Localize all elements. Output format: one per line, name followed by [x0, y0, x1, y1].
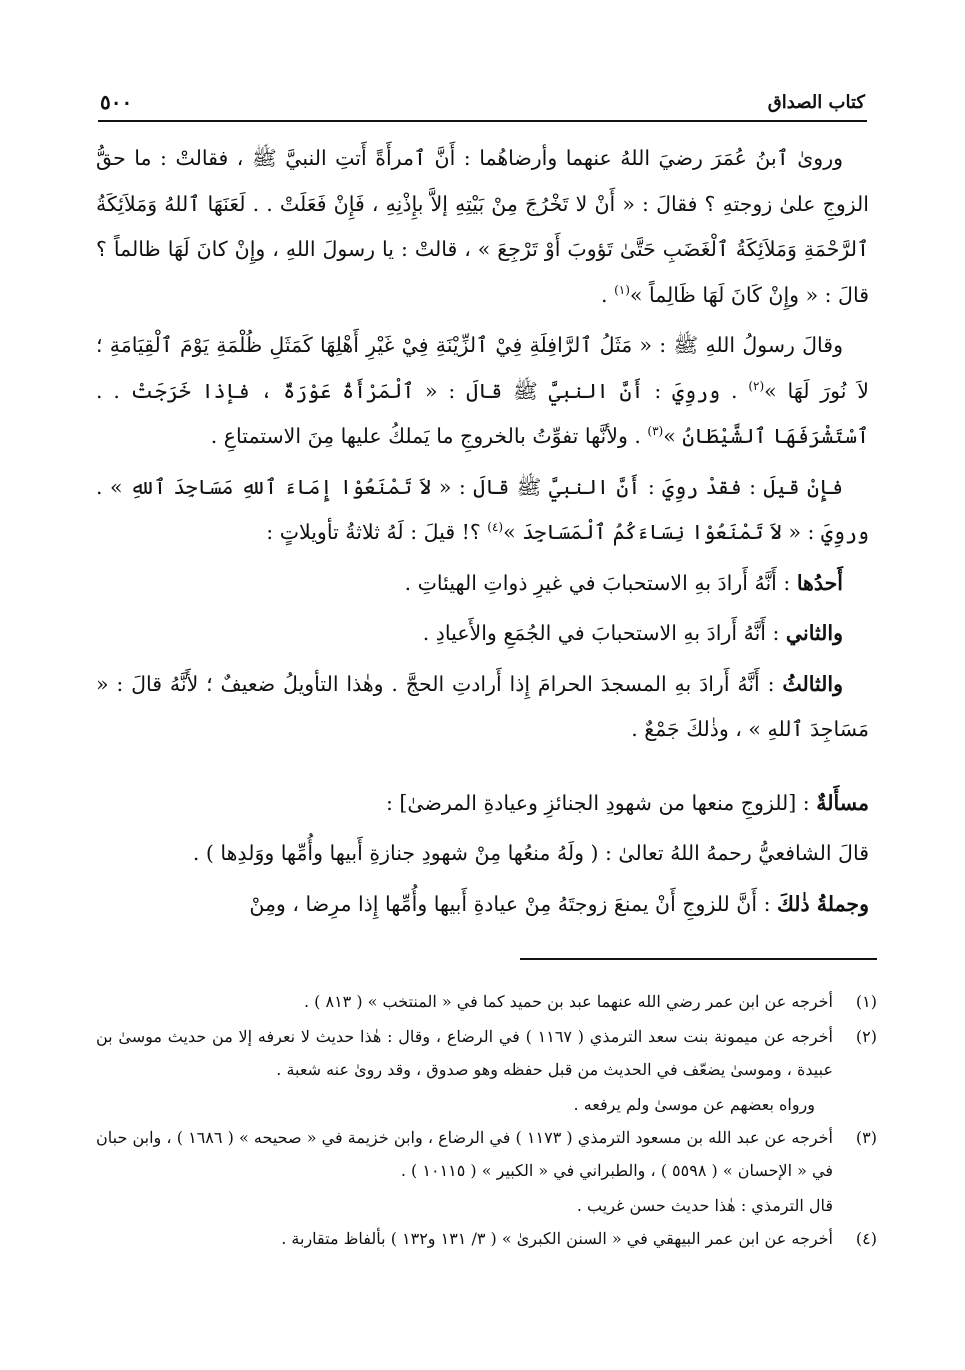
footnote-3: [96, 1121, 877, 1187]
interpretation-2-label: والثاني: [785, 621, 843, 645]
footnote-3-extra: قال الترمذي : هٰذا حديث حسن غريب .: [576, 1196, 833, 1215]
footnote-text: أخرجه عن عبد الله بن مسعود الترمذي ( ١١٧٣ ) في الرضاع ، وابن خزيمة في « صحيحه » ( ١٦٨٦ ) ، وابن حبان في « الإحسان » ( ٥٥٩٨ ) ، والطبراني في « الكبير » ( ١٠١١٥ ) .: [96, 1128, 834, 1180]
footnote-4: [96, 1222, 877, 1255]
page-number: ٥٠٠: [100, 90, 133, 114]
footnote-text: أخرجه عن ميمونة بنت سعد الترمذي ( ١١٦٧ ) في الرضاع ، وقال : هٰذا حديث لا نعرفه إلا من حديث موسىٰ بن عبيدة ، وموسىٰ يضعّف في الحديث من قبل حفظه وهو صدوق ، وقد روىٰ عنه شعبة .: [96, 1027, 834, 1079]
masala-title: : [للزوجِ منعها من شهودِ الجنائزِ وعيادةِ المرضىٰ] :: [385, 790, 817, 815]
footnote-text: أخرجه عن ابن عمر البيهقي في « السنن الكبرىٰ » ( ٣/ ١٣١ و١٣٢ ) بألفاظ متقاربة .: [281, 1229, 833, 1248]
paragraph-1-text: وروىٰ ٱبنُ عُمَرَ رضيَ اللهُ عنهما وأرضاهُما : أَنَّ ٱمرأَةً أَتتِ النبيَّ ﷺ ، فقالتْ : ما حقُّ الزوجِ علىٰ زوجتهِ ؟ فقالَ : « أَنْ لا تَخْرُجَ مِنْ بَيْتِهِ إلاَّ بإِذْنِهِ ، فَإِنْ فَعَلَتْ . . لَعَنَهَا ٱللهُ وَمَلاَئِكَةُ ٱلرَّحْمَةِ وَمَلاَئِكَةُ ٱلْغَضَبِ حَتَّىٰ تَؤوبَ أَوْ تَرْجِعَ » ، قالتْ : يا رسولَ اللهِ ، وإِنْ كانَ لَهَا ظالماً ؟ قالَ : « وإِنْ كَانَ لَهَا ظَالِماً »: [96, 146, 869, 307]
footnote-number: (٢): [855, 1027, 877, 1046]
paragraph-3-text-a: فإِنْ قيلَ : فقدْ روِيَ : أَنَّ النبيَّ ﷺ قالَ : « لاَ تَمْنَعُوْا إِمَاءَ ٱللهِ مَسَاجِدَ ٱللهِ » . وروِيَ : « لاَ تَمْنَعُوْا نِسَاءَكُمُ ٱلْمَسَاجِدَ »: [96, 474, 869, 544]
interpretation-1-text: : أَنَّهُ أَرادَ بهِ الاستحبابَ في غيرِ ذواتِ الهيئاتِ .: [404, 570, 797, 595]
paragraph-5: [96, 882, 869, 928]
footnote-ref-3: (٣): [647, 424, 664, 439]
interpretation-3: [96, 662, 869, 753]
masala-label: مسأَلةٌ: [816, 790, 869, 815]
interpretation-1-label: أَحدُها: [796, 570, 843, 595]
footnote-number: (٣): [855, 1128, 877, 1147]
paragraph-3-text-b: ؟! قيلَ : لَهُ ثلاثةُ تأويلاتٍ :: [266, 520, 488, 544]
paragraph-2-text-c: . ولأنَّها تفوِّتُ بالخروجِ ما يَملكُ عليها مِنَ الاستمتاعِ .: [210, 424, 648, 448]
footnote-number: (١): [855, 992, 877, 1011]
interpretation-2-text: : أَنَّهُ أَرادَ بهِ الاستحبابَ في الجُمَعِ والأَعيادِ .: [422, 621, 786, 645]
book-title: كتاب الصداق: [767, 91, 865, 113]
masala-heading: [96, 781, 869, 827]
footnote-number: (٤): [855, 1229, 877, 1248]
paragraph-3: [96, 465, 869, 556]
main-text: [96, 136, 869, 932]
footnote-ref-4: (٤): [487, 520, 504, 535]
footnote-1: [96, 985, 877, 1018]
paragraph-1-end: .: [601, 282, 615, 307]
paragraph-2-text-b: . وروِيَ : أَنَّ النبيَّ ﷺ قالَ : « ٱلْمَرْأَةُ عَوْرَةٌ ، فإذا خَرَجَتْ . . ٱسْتَشْرَفَهَا ٱلشَّيْطَانُ »: [96, 378, 869, 448]
header-divider: [98, 120, 867, 122]
footnote-text: أخرجه عن ابن عمر رضي الله عنهما عبد بن حميد كما في « المنتخب » ( ٨١٣ ) .: [303, 992, 833, 1011]
footnote-2-extra: ورواه بعضهم عن موسىٰ ولم يرفعه .: [573, 1095, 815, 1114]
footnote-ref-2: (٢): [748, 378, 765, 393]
interpretation-2: [96, 611, 869, 657]
footnote-2: [96, 1020, 877, 1086]
page-header: [100, 86, 865, 118]
interpretation-3-label: والثالثُ: [782, 671, 843, 696]
paragraph-5-text: : أَنَّ للزوجِ أَنْ يمنعَ زوجتَهُ مِنْ عيادةِ أَبيها وأُمِّها إِذا مرِضا ، ومِنْ: [249, 891, 777, 916]
interpretation-1: [96, 561, 869, 607]
footnote-divider: [520, 958, 877, 960]
interpretation-3-text: : أَنَّهُ أَرادَ بهِ المسجدَ الحرامَ إِذا أَرادتِ الحجَّ . وهٰذا التأويلُ ضعيفٌ ؛ لأَنَّهُ قالَ : « مَسَاجِدَ ٱللهِ » ، وذٰلكَ جَمْعٌ .: [96, 671, 869, 741]
footnotes: [96, 985, 877, 1257]
paragraph-4: [96, 831, 869, 877]
footnote-ref-1: (١): [614, 282, 630, 297]
paragraph-2-text-a: وقالَ رسولُ اللهِ ﷺ : « مَثَلُ ٱلرَّافِلَةِ فِيْ ٱلزِّيْنَةِ فِيْ غَيْرِ أَهْلِهَا كَمَثَلِ ظُلْمَةِ يَوْمَ ٱلْقِيَامَةِ ؛ لاَ نُورَ لَهَا »: [96, 333, 869, 403]
paragraph-4-text: قالَ الشافعيُّ رحمهُ اللهُ تعالىٰ : ( ولَهُ منعُها مِنْ شهودِ جنازةِ أَبيها وأُمِّها ووَلدِها ) .: [192, 841, 869, 865]
paragraph-1: [96, 136, 869, 318]
paragraph-5-label: وجملةُ ذٰلكَ: [777, 891, 869, 916]
paragraph-2: [96, 323, 869, 460]
